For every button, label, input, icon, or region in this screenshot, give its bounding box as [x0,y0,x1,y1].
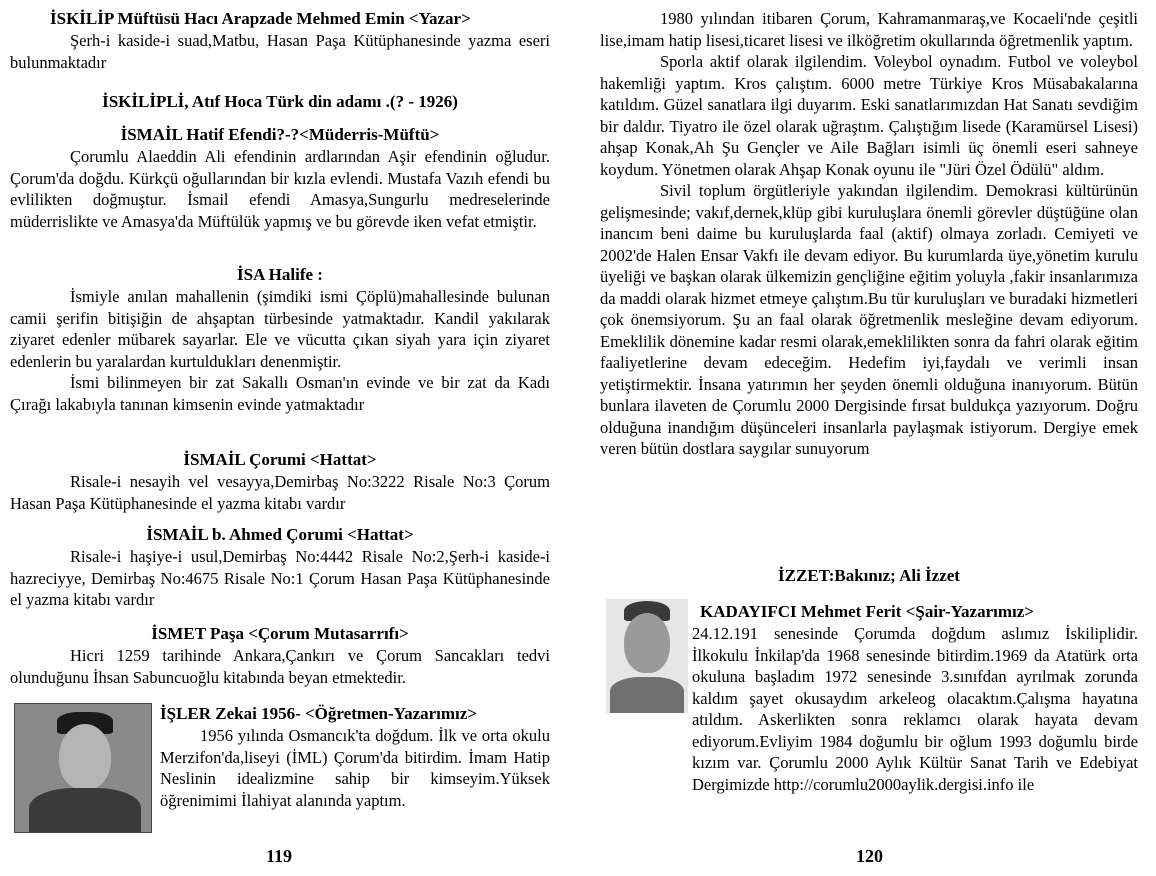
entry-iskilipli-atif-hoca [10,91,550,113]
portrait-photo-isler-zekai [14,703,152,833]
entry-text: İsmi bilinmeyen bir zat Sakallı Osman'ın evinde ve bir zat da Kadı Çırağı lakabıyla tanınan kimsenin evinde yatmaktadır [10,373,550,414]
entry-text: Şerh-i kaside-i suad,Matbu, Hasan Paşa Kütüphanesinde yazma eseri bulunmaktadır [10,31,550,72]
entry-ismail-hatif [10,124,550,232]
entry-iskilip-muftusu [10,8,550,73]
page-number: 119 [266,846,293,866]
entry-heading: İSMAİL b. Ahmed Çorumi <Hattat> [146,525,414,544]
entry-heading: İSMAİL Çorumi <Hattat> [183,450,377,469]
entry-heading: İŞLER Zekai 1956- <Öğretmen-Yazarımız> [160,704,477,723]
entry-text: 1956 yılında Osmancık'ta doğdum. İlk ve orta okulu Merzifon'da,liseyi (İML) Çorum'da bitirdim. İmam Hatip Neslinin idealizmine sahip bir kimseyim.Yüksek öğrenimimi İlahiyat alanında yaptım. [160,726,550,810]
entry-heading: İSMET Paşa <Çorum Mutasarrıfı> [151,624,409,643]
paragraph: 1980 yılından itibaren Çorum, Kahramanmaraş,ve Kocaeli'nde çeşitli lise,imam hatip lisesi,ticaret lisesi ve ilköğretim okullarında öğretmenlik yaptım. [600,9,1138,50]
right-page [600,0,1138,876]
entry-isa-halife [10,264,550,415]
page-number: 120 [856,846,883,866]
entry-ismail-ahmed-corumi [10,524,550,611]
entry-heading: İSMAİL Hatif Efendi?-?<Müderris-Müftü> [120,125,440,144]
entry-isler-zekai [160,703,550,811]
paragraph: Sporla aktif olarak ilgilendim. Voleybol oynadım. Futbol ve voleybol hakemliği yaptım. Kros çalıştım. 6000 metre Türkiye Kros Müsabakalarına katıldım. Güzel sanatlara ilgi duyarım. Eski sanatlarımızdan Hat Sanatı sevdiğim bir daldır. Tiyatro ile özel olarak uğraştım. Çalıştığım lisede (Karamürsel Lisesi) ahşap Konak,Ah Şu Gençler ve Aile Bağları isimli üç önemli eseri sahneye koydum. Yönetmen olarak Ahşap Konak oyunu ile "Jüri Özel Ödülü" aldım. [600,52,1138,179]
entry-heading: İSKİLİP Müftüsü Hacı Arapzade Mehmed Emin <Yazar> [50,9,471,28]
entry-ismet-pasa [10,623,550,688]
entry-heading: İZZET:Bakınız; Ali İzzet [778,566,960,585]
entry-heading: İSKİLİPLİ, Atıf Hoca Türk din adamı .(? - 1926) [102,92,458,111]
entry-text: Risale-i haşiye-i usul,Demirbaş No:4442 Risale No:2,Şerh-i kaside-i hazreciyye, Demirbaş No:4675 Risale No:1 Çorum Hasan Paşa Kütüphanesinde el yazma kitabı vardır [10,547,550,609]
entry-text: Hicri 1259 tarihinde Ankara,Çankırı ve Çorum Sancakları tedvi olunduğunu İhsan Sabuncuoğlu kitabında beyan etmektedir. [10,646,550,687]
entry-heading: KADAYIFCI Mehmet Ferit <Şair-Yazarımız> [700,602,1034,621]
entry-kadayifci-mehmet-ferit [600,601,1138,795]
paragraph: Sivil toplum örgütleriyle yakından ilgilendim. Demokrasi kültürünün gelişmesinde; vakıf,dernek,klüp gibi kuruluşlara önemli görevler düştüğüne olan inancım beni daime bu kuruluşlarda faal (aktif) olmaya zorladı. Cemiyeti ve 2002'de Halen Ensar Vakfı ile devam ediyor. Bu kurumlarda üye,yönetim kurulu üyeliği ve başkan olarak ülkemizin gençliğine eğitim yoluyla ,fakir insanlarımıza da maddi olarak hizmet etmeye çalıştım.Bu tür kuruluşları ve buradaki hizmetleri çok önemsiyorum. Şu an faal olarak öğretmenlik mesleğine devam ediyorum. Emeklilik dönemine kadar resmi olarak,emeklilikten sonra da fahri olarak eğitim faaliyetlerine devam edeceğim. Hedefim iyi,faydalı ve verimli insan yetiştirmektir. İnsana yatırımın her şeyden önemli olduğuna inanıyorum. Bütün bunlara ilaveten de Çorumlu 2000 Dergisinde fırsat buldukça yazıyorum. Doğru olduğuna inandığım düşünceleri insanlarla paylaşmak istiyorum. Dergiye emek veren bütün dostlara saygılar sunuyorum [600,181,1138,458]
entry-heading: İSA Halife : [237,265,323,284]
entry-izzet [600,565,1138,587]
entry-text: İsmiyle anılan mahallenin (şimdiki ismi Çöplü)mahallesinde bulunan camii şerifin bitişiğin de ahşaptan türbesinde yatmaktadır. Kandil yakılarak ziyaret edenler mübarek sayarlar. Ele ve vücutta çıkan siyah yara için ziyaret edenlerin bu yaralardan kurtuldukları denenmiştir. [10,287,550,371]
entry-text: 24.12.191 senesinde Çorumda doğdum aslımız İskiliplidir. İlkokulu İnkilap'da 1968 senesinde bitirdim.1969 da Atatürk orta okuluna başladım 1972 senesinde 3.sınıfdan ayrılmak zorunda kaldım şayet okusaydım arkeleog olacaktım.Çalışma hayatına atıldım. Askerlikten sonra reklamcı olarak hayata devam ediyorum.Evliyim 1984 doğumlu bir oğlum 1993 doğumlu birde kızım var. Çorumlu 2000 Aylık Kültür Sanat Tarih ve Edebiyat Dergimizde http://corumlu2000aylik.dergisi.info ile [692,624,1138,794]
left-page [10,0,550,876]
entry-text: Risale-i nesayih vel vesayya,Demirbaş No:3222 Risale No:3 Çorum Hasan Paşa Kütüphanesinde el yazma kitabı vardır [10,472,550,513]
entry-text: Çorumlu Alaeddin Ali efendinin ardlarından Aşir efendinin oğludur. Çorum'da doğdu. Kürkçü oğullarından bir kızla evlendi. Mustafa Vazıh efendi bu evlilikten doğmuştur. İsmail efendi Amasya,Sungurlu medreselerinde müderrislikte ve Amasya'da Müftülük yapmış ve bu görevde iken vefat etmiştir. [10,147,550,231]
entry-ismail-corumi [10,449,550,514]
isler-zekai-continued [600,8,1138,460]
